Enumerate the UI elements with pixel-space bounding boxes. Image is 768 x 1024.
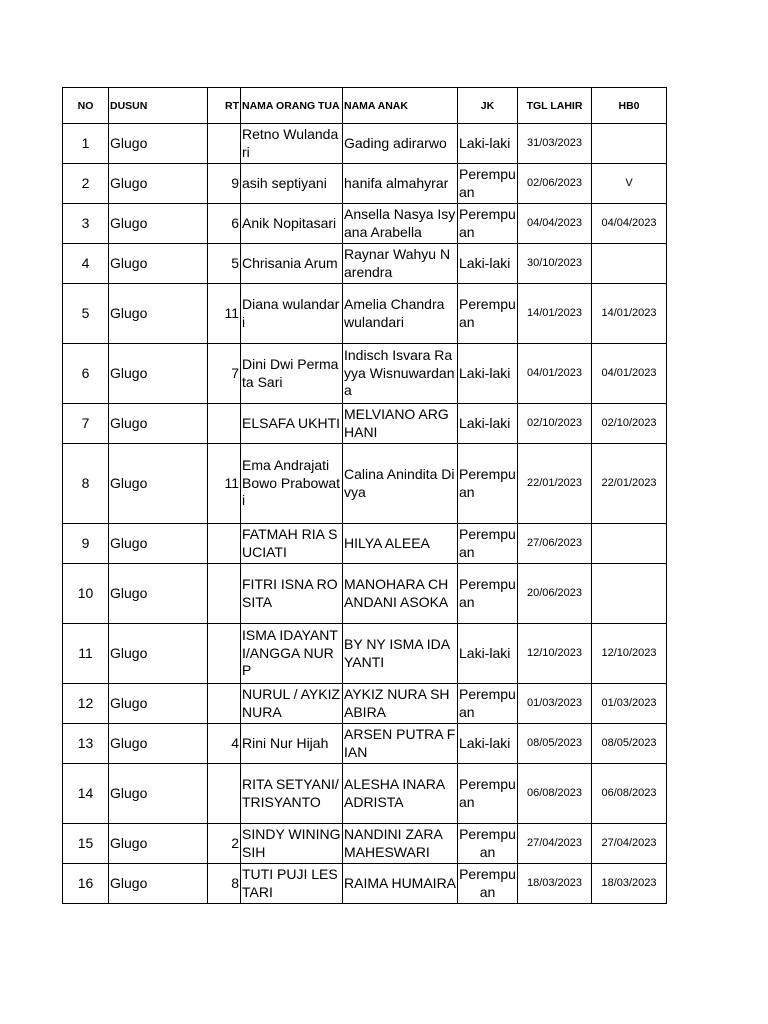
cell-no: 9 [63, 524, 109, 564]
table-row [63, 124, 667, 164]
table-row [63, 824, 667, 864]
cell-rt [208, 764, 241, 824]
cell-jk: Laki-laki [458, 124, 518, 164]
cell-tgl-lahir: 12/10/2023 [518, 624, 592, 684]
cell-tgl-lahir: 22/01/2023 [518, 444, 592, 524]
cell-rt [208, 564, 241, 624]
cell-dusun: Glugo [109, 724, 208, 764]
cell-nama-anak: Indisch Isvara Rayya Wisnuwardana [343, 344, 458, 404]
cell-rt [208, 124, 241, 164]
header-dusun: DUSUN [109, 88, 208, 124]
cell-dusun: Glugo [109, 284, 208, 344]
cell-dusun: Glugo [109, 824, 208, 864]
cell-no: 16 [63, 864, 109, 904]
cell-rt: 7 [208, 344, 241, 404]
cell-nama-orang-tua: Ema Andrajati Bowo Prabowati [241, 444, 343, 524]
table-row [63, 404, 667, 444]
cell-rt: 6 [208, 204, 241, 244]
cell-no: 7 [63, 404, 109, 444]
cell-dusun: Glugo [109, 344, 208, 404]
table-row [63, 444, 667, 524]
cell-tgl-lahir: 31/03/2023 [518, 124, 592, 164]
cell-tgl-lahir: 14/01/2023 [518, 284, 592, 344]
cell-hb0: 27/04/2023 [592, 824, 667, 864]
cell-hb0: 04/01/2023 [592, 344, 667, 404]
cell-dusun: Glugo [109, 684, 208, 724]
cell-dusun: Glugo [109, 204, 208, 244]
table-row [63, 564, 667, 624]
cell-no: 11 [63, 624, 109, 684]
cell-no: 14 [63, 764, 109, 824]
cell-jk: Perempuan [458, 524, 518, 564]
cell-tgl-lahir: 06/08/2023 [518, 764, 592, 824]
table-row [63, 764, 667, 824]
cell-no: 3 [63, 204, 109, 244]
cell-nama-anak: Gading adirarwo [343, 124, 458, 164]
cell-jk: Perempuan [458, 684, 518, 724]
cell-jk: Perempuan [458, 444, 518, 524]
cell-dusun: Glugo [109, 524, 208, 564]
cell-jk: Perempuan [458, 164, 518, 204]
cell-nama-anak: RAIMA HUMAIRA [343, 864, 458, 904]
cell-dusun: Glugo [109, 444, 208, 524]
cell-dusun: Glugo [109, 164, 208, 204]
cell-no: 5 [63, 284, 109, 344]
cell-jk: Laki-laki [458, 724, 518, 764]
cell-nama-orang-tua: Diana wulandari [241, 284, 343, 344]
cell-no: 8 [63, 444, 109, 524]
cell-nama-orang-tua: Retno Wulandari [241, 124, 343, 164]
cell-nama-anak: MANOHARA CHANDANI ASOKA [343, 564, 458, 624]
cell-rt: 9 [208, 164, 241, 204]
cell-nama-orang-tua: FITRI ISNA ROSITA [241, 564, 343, 624]
cell-tgl-lahir: 30/10/2023 [518, 244, 592, 284]
cell-nama-anak: Ansella Nasya Isyana Arabella [343, 204, 458, 244]
cell-tgl-lahir: 02/06/2023 [518, 164, 592, 204]
table-row [63, 244, 667, 284]
cell-tgl-lahir: 01/03/2023 [518, 684, 592, 724]
table-row [63, 724, 667, 764]
header-row [63, 88, 667, 124]
cell-jk: Perempuan [458, 864, 518, 904]
cell-rt: 11 [208, 444, 241, 524]
cell-jk: Laki-laki [458, 344, 518, 404]
cell-jk: Perempuan [458, 564, 518, 624]
cell-nama-anak: Raynar Wahyu Narendra [343, 244, 458, 284]
cell-hb0: 06/08/2023 [592, 764, 667, 824]
cell-no: 1 [63, 124, 109, 164]
cell-nama-orang-tua: RITA SETYANI/TRISYANTO [241, 764, 343, 824]
cell-nama-orang-tua: Chrisania Arum [241, 244, 343, 284]
cell-hb0 [592, 564, 667, 624]
cell-jk: Laki-laki [458, 244, 518, 284]
cell-no: 10 [63, 564, 109, 624]
cell-nama-anak: ALESHA INARA ADRISTA [343, 764, 458, 824]
cell-no: 2 [63, 164, 109, 204]
cell-tgl-lahir: 27/06/2023 [518, 524, 592, 564]
cell-rt: 8 [208, 864, 241, 904]
table-row [63, 284, 667, 344]
cell-nama-orang-tua: Dini Dwi Permata Sari [241, 344, 343, 404]
cell-nama-anak: HILYA ALEEA [343, 524, 458, 564]
cell-nama-anak: NANDINI ZARA MAHESWARI [343, 824, 458, 864]
data-table [62, 87, 667, 904]
cell-nama-anak: BY NY ISMA IDAYANTI [343, 624, 458, 684]
cell-hb0 [592, 244, 667, 284]
cell-no: 12 [63, 684, 109, 724]
cell-jk: Perempuan [458, 764, 518, 824]
cell-rt: 2 [208, 824, 241, 864]
cell-nama-anak: Amelia Chandra wulandari [343, 284, 458, 344]
cell-hb0: 14/01/2023 [592, 284, 667, 344]
cell-nama-orang-tua: Rini Nur Hijah [241, 724, 343, 764]
table-row [63, 164, 667, 204]
cell-hb0: 18/03/2023 [592, 864, 667, 904]
cell-jk: Perempuan [458, 824, 518, 864]
cell-nama-orang-tua: NURUL / AYKIZ NURA [241, 684, 343, 724]
header-hb0: HB0 [592, 88, 667, 124]
cell-jk: Laki-laki [458, 624, 518, 684]
cell-hb0: 04/04/2023 [592, 204, 667, 244]
cell-hb0 [592, 124, 667, 164]
cell-hb0: 22/01/2023 [592, 444, 667, 524]
cell-nama-orang-tua: FATMAH RIA SUCIATI [241, 524, 343, 564]
cell-nama-orang-tua: ELSAFA UKHTI [241, 404, 343, 444]
cell-nama-anak: hanifa almahyrar [343, 164, 458, 204]
table-row [63, 624, 667, 684]
cell-rt [208, 524, 241, 564]
cell-dusun: Glugo [109, 764, 208, 824]
cell-dusun: Glugo [109, 864, 208, 904]
header-jk: JK [458, 88, 518, 124]
cell-jk: Perempuan [458, 204, 518, 244]
header-nama-orang-tua: NAMA ORANG TUA [241, 88, 343, 124]
cell-dusun: Glugo [109, 624, 208, 684]
cell-hb0: V [592, 164, 667, 204]
cell-dusun: Glugo [109, 564, 208, 624]
cell-rt [208, 624, 241, 684]
cell-nama-anak: MELVIANO ARGHANI [343, 404, 458, 444]
cell-nama-anak: Calina Anindita Divya [343, 444, 458, 524]
cell-rt [208, 404, 241, 444]
cell-tgl-lahir: 04/01/2023 [518, 344, 592, 404]
cell-rt: 5 [208, 244, 241, 284]
header-nama-anak: NAMA ANAK [343, 88, 458, 124]
cell-tgl-lahir: 27/04/2023 [518, 824, 592, 864]
header-rt: RT [208, 88, 241, 124]
cell-hb0: 12/10/2023 [592, 624, 667, 684]
cell-rt: 4 [208, 724, 241, 764]
table-row [63, 204, 667, 244]
table-row [63, 344, 667, 404]
table-body [63, 124, 667, 904]
cell-jk: Laki-laki [458, 404, 518, 444]
cell-nama-orang-tua: ISMA IDAYANTI/ANGGA NUR P [241, 624, 343, 684]
cell-nama-anak: AYKIZ NURA SHABIRA [343, 684, 458, 724]
cell-nama-orang-tua: Anik Nopitasari [241, 204, 343, 244]
header-tgl-lahir: TGL LAHIR [518, 88, 592, 124]
cell-dusun: Glugo [109, 244, 208, 284]
cell-tgl-lahir: 18/03/2023 [518, 864, 592, 904]
cell-nama-orang-tua: SINDY WININGSIH [241, 824, 343, 864]
cell-no: 4 [63, 244, 109, 284]
cell-no: 6 [63, 344, 109, 404]
cell-tgl-lahir: 04/04/2023 [518, 204, 592, 244]
cell-no: 15 [63, 824, 109, 864]
cell-hb0: 02/10/2023 [592, 404, 667, 444]
header-no: NO [63, 88, 109, 124]
cell-nama-orang-tua: TUTI PUJI LESTARI [241, 864, 343, 904]
cell-rt: 11 [208, 284, 241, 344]
table-row [63, 684, 667, 724]
cell-hb0: 01/03/2023 [592, 684, 667, 724]
cell-nama-anak: ARSEN PUTRA FIAN [343, 724, 458, 764]
cell-hb0 [592, 524, 667, 564]
cell-no: 13 [63, 724, 109, 764]
cell-nama-orang-tua: asih septiyani [241, 164, 343, 204]
cell-dusun: Glugo [109, 124, 208, 164]
cell-tgl-lahir: 02/10/2023 [518, 404, 592, 444]
cell-jk: Perempuan [458, 284, 518, 344]
cell-hb0: 08/05/2023 [592, 724, 667, 764]
cell-dusun: Glugo [109, 404, 208, 444]
cell-rt [208, 684, 241, 724]
cell-tgl-lahir: 08/05/2023 [518, 724, 592, 764]
table-header [63, 88, 667, 124]
cell-tgl-lahir: 20/06/2023 [518, 564, 592, 624]
table-row [63, 524, 667, 564]
table-row [63, 864, 667, 904]
